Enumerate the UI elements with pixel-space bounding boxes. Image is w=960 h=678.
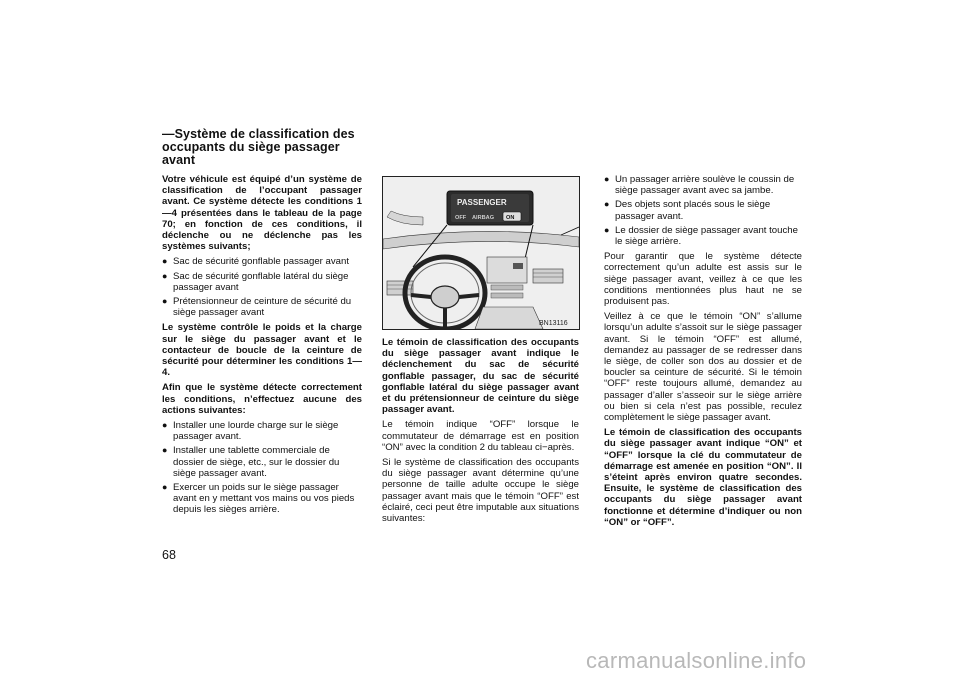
bullet-icon: ●: [162, 270, 168, 281]
paragraph: Veillez à ce que le témoin “ON” s’allume lorsqu’un adulte s’assoit sur le siège passager avant. Si le témoin “OFF” est allumé, demandez au passager de se redresser dans le siège, de coller son dos au dossier et de boucler sa ceinture de sécurité. Si le témoin “OFF” reste toujours allumé, demandez au passager d’aller s’asseoir sur le siège arrière ou bien si cela n’est pas possible, reculez complètement le siège passager avant.: [604, 311, 802, 424]
watermark[interactable]: carmanualsonline.info: [586, 648, 807, 673]
weight-paragraph: Le système contrôle le poids et la charge sur le siège du passager avant et le contacteur de boucle de la ceinture de sécurité pour déterminer les conditions 1—4.: [162, 322, 362, 379]
bullet-icon: ●: [604, 224, 610, 235]
list-item: ● Exercer un poids sur le siège passager avant en y mettant vos mains ou vos pieds depuis les sièges arrière.: [162, 482, 355, 516]
indicator-off-label: OFF: [455, 215, 467, 221]
column-middle: [382, 337, 579, 528]
list-item: ● Le dossier de siège passager avant touche le siège arrière.: [604, 224, 798, 248]
bullet-icon: ●: [162, 445, 168, 456]
paragraph: Si le système de classification des occupants du siège passager avant détermine qu’une personne de taille adulte occupe le siège passager avant mais que le témoin “OFF” est éclairé, ceci peut être imputable aux situations suivantes:: [382, 457, 579, 525]
list-item: ● Installer une lourde charge sur le siège passager avant.: [162, 420, 339, 443]
indicator-title: PASSENGER: [457, 198, 507, 207]
actions-intro: Afin que le système détecte correctement les conditions, n’effectuez aucune des actions suivantes:: [162, 382, 362, 416]
intro-paragraph: Votre véhicule est équipé d’un système de classification de l’occupant passager avant. Ce système détecte les conditions 1—4 présentées dans le tableau de la page 70; en fonction de ces conditions, il déclenche ou ne déclenche pas les systèmes suivants;: [162, 174, 362, 253]
column-right: [604, 174, 802, 532]
dashboard-figure: [382, 176, 580, 330]
paragraph: Le témoin de classification des occupants du siège passager avant indique “ON” et “OFF” lorsque la clé du commutateur de démarrage est amenée en position “ON”. Il s’éteint après environ quatre secondes. Ensuite, le système de classification des occupants du siège passager avant fonctionne et détermine d’indiquer ou non “ON” or “OFF”.: [604, 427, 802, 528]
situations-list: [604, 174, 802, 247]
bullet-icon: ●: [162, 256, 168, 267]
systems-list: [162, 256, 362, 318]
page-number: 68: [162, 548, 176, 562]
list-item: ● Des objets sont placés sous le siège passager avant.: [604, 199, 771, 222]
list-item: ● Sac de sécurité gonflable passager avant: [162, 256, 349, 268]
column-left: [162, 174, 362, 520]
paragraph: Pour garantir que le système détecte correctement qu’un adulte est assis sur le siège passager avant, veillez à ce que les conditions mentionnées plus haut ne se produisent pas.: [604, 251, 802, 308]
bullet-icon: ●: [162, 482, 168, 493]
bullet-icon: ●: [604, 174, 610, 184]
paragraph: Le témoin indique “OFF” lorsque le commutateur de démarrage est en position “ON” avec la condition 2 du tableau ci−après.: [382, 419, 579, 453]
bullet-icon: ●: [162, 296, 168, 307]
bullet-icon: ●: [162, 420, 168, 431]
indicator-airbag-label: AIRBAG: [472, 215, 495, 221]
list-item: ● Un passager arrière soulève le coussin de siège passager avant avec sa jambe.: [604, 174, 795, 197]
list-item: ● Sac de sécurité gonflable latéral du siège passager avant: [162, 270, 349, 293]
list-item: ● Installer une tablette commerciale de dossier de siège, etc., sur le dossier du siège passager avant.: [162, 445, 340, 479]
actions-list: [162, 420, 362, 516]
list-item: ● Prétensionneur de ceinture de sécurité du siège passager avant: [162, 296, 352, 319]
figure-code: BN13116: [539, 320, 568, 327]
figure-caption: Le témoin de classification des occupants du siège passager avant indique le déclenchement du sac de sécurité gonflable passager, du sac de sécurité gonflable latéral du siège passager avant et du prétensionneur de ceinture du siège passager avant.: [382, 337, 579, 416]
dashboard-illustration: [383, 177, 579, 329]
section-title: —Système de classification des occupants du siège passager avant: [162, 127, 355, 167]
indicator-on-label: ON: [506, 215, 515, 221]
bullet-icon: ●: [604, 199, 610, 210]
